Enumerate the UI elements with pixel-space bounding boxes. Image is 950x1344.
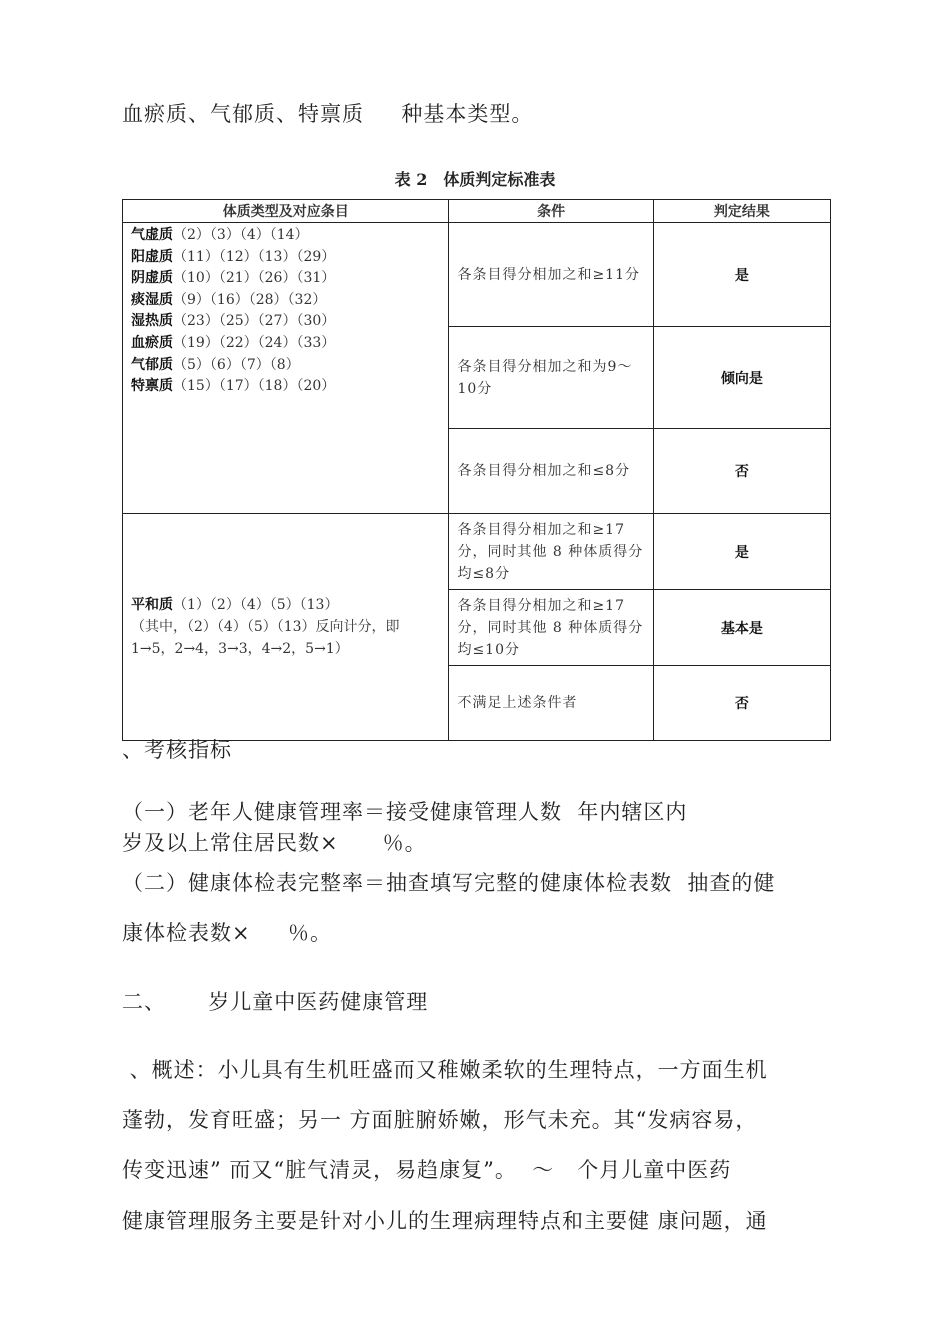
result-cell: 是 [653,223,830,327]
header-type: 体质类型及对应条目 [123,200,449,223]
header-condition: 条件 [449,200,653,223]
type-row: 血瘀质（19）（22）（24）（33） [131,334,336,351]
item1-line-b: 岁及以上常住居民数× ％。 [122,831,427,855]
result-cell: 否 [653,429,830,514]
table-caption: 表 2 体质判定标准表 [394,170,556,189]
paragraph-line: 蓬勃，发育旺盛；另一 方面脏腑娇嫩，形气未充。其“发病容易， [122,1108,758,1132]
pinghe-note: （其中，（2）（4）（5）（13）反向计分，即 [131,619,400,635]
text-line-top: 血瘀质、气郁质、特禀质 种基本类型。 [122,102,534,126]
result-cell: 倾向是 [653,327,830,429]
type-row: 痰湿质（9）（16）（28）（32） [131,291,327,308]
section-heading-2: 二、 岁儿童中医药健康管理 [122,990,429,1014]
paragraph-line: 、概述：小儿具有生机旺盛而又稚嫩柔软的生理特点，一方面生机 [122,1058,768,1082]
table-row [123,514,831,590]
item2-line-a: （二）健康体检表完整率＝抽查填写完整的健康体检表数 抽查的健 [122,871,776,895]
type-row: 气郁质（5）（6）（7）（8） [131,356,300,373]
result-cell: 基本是 [653,590,830,666]
result-cell: 否 [653,666,830,741]
item1-line-a: （一）老年人健康管理率＝接受健康管理人数 年内辖区内 [122,800,688,824]
pinghe-line: 平和质（1）（2）（4）（5）（13） [131,597,339,613]
paragraph-line: 健康管理服务主要是针对小儿的生理病理特点和主要健 康问题，通 [122,1209,768,1233]
condition-cell: 各条目得分相加之和≥17分，同时其他 8 种体质得分均≤8分 [449,514,653,590]
condition-cell: 各条目得分相加之和为9～10分 [449,327,653,429]
type-row: 湿热质（23）（25）（27）（30） [131,313,336,330]
header-result: 判定结果 [653,200,830,223]
condition-cell: 各条目得分相加之和≥11分 [449,223,653,327]
pinghe-cell [123,514,449,741]
paragraph-line: 传变迅速” 而又“脏气清灵，易趋康复”。 ～ 个月儿童中医药 [122,1158,732,1182]
type-row: 阴虚质（10）（21）（26）（31） [131,270,336,287]
condition-cell: 各条目得分相加之和≤8分 [449,429,653,514]
section-heading-kaohe: 、考核指标 [122,738,232,762]
constitution-standard-table [122,199,831,741]
result-cell: 是 [653,514,830,590]
biased-types-cell [123,223,449,514]
table-row [123,223,831,327]
pinghe-mapping: 1→5，2→4，3→3，4→2，5→1） [131,641,349,657]
item2-line-b: 康体检表数× ％。 [122,921,332,945]
condition-cell: 不满足上述条件者 [449,666,653,741]
table-header-row [123,200,831,223]
condition-cell: 各条目得分相加之和≥17分，同时其他 8 种体质得分均≤10分 [449,590,653,666]
type-row: 阳虚质（11）（12）（13）（29） [131,248,336,265]
type-row: 特禀质（15）（17）（18）（20） [131,378,336,395]
type-row: 气虚质（2）（3）（4）（14） [131,227,309,243]
